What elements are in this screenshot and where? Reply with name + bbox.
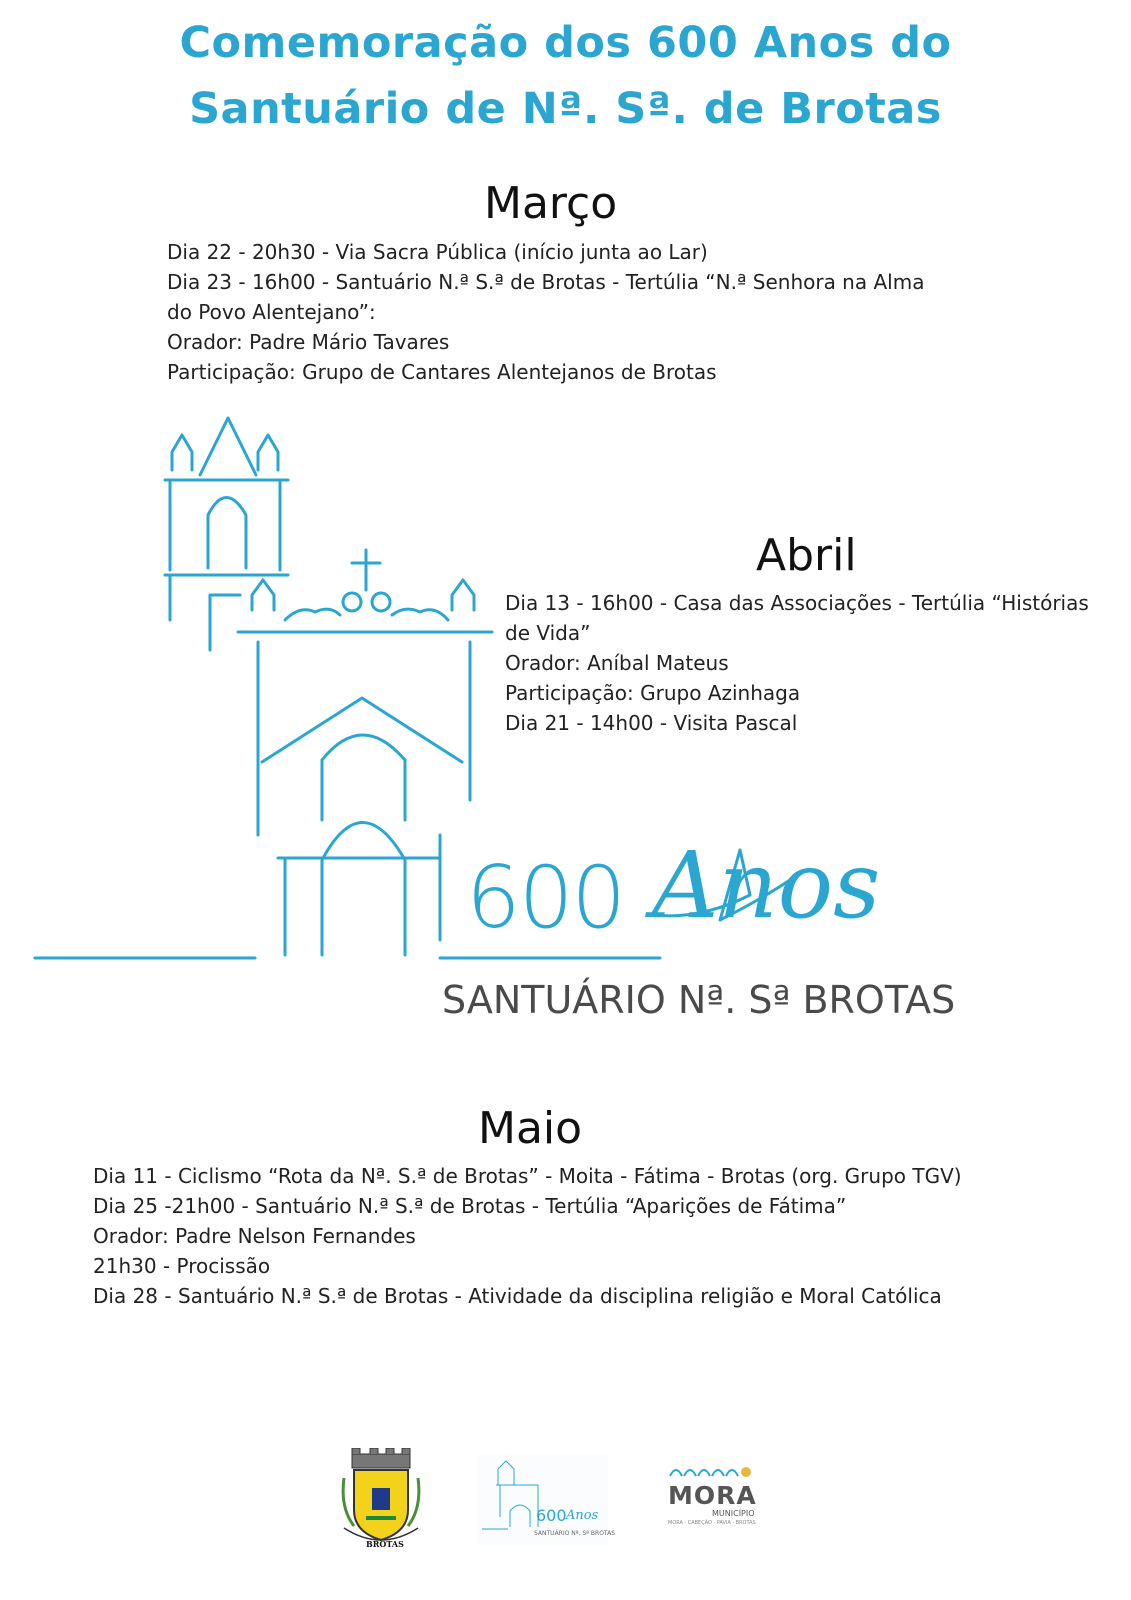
event-line: Dia 22 - 20h30 - Via Sacra Pública (início junta ao Lar) xyxy=(167,240,708,264)
brotas-label: BROTAS xyxy=(366,1539,404,1549)
mini-anos-word: Anos xyxy=(566,1508,599,1523)
marco-events xyxy=(167,237,924,387)
logo-anos-word: Anos xyxy=(652,832,881,939)
page-title-line-1: Comemoração dos 600 Anos do xyxy=(179,18,952,68)
abril-events xyxy=(505,588,1089,738)
event-line: Dia 25 -21h00 - Santuário N.ª S.ª de Brotas - Tertúlia “Aparições de Fátima” xyxy=(93,1194,847,1218)
mora-parishes-label: MORA · CABEÇÃO · PAVIA · BROTAS xyxy=(668,1520,756,1526)
maio-events xyxy=(93,1161,962,1311)
event-line: Participação: Grupo de Cantares Alentejanos de Brotas xyxy=(167,360,717,384)
page-title-line-2: Santuário de Nª. Sª. de Brotas xyxy=(189,84,942,134)
month-heading-maio: Maio xyxy=(478,1103,583,1154)
mini-600-number: 600 xyxy=(536,1506,567,1525)
event-line: Orador: Padre Mário Tavares xyxy=(167,330,450,354)
mora-waves-icon xyxy=(666,1460,756,1480)
event-line: de Vida” xyxy=(505,621,591,645)
event-line: Dia 13 - 16h00 - Casa das Associações - Tertúlia “Histórias xyxy=(505,591,1089,615)
mora-municipio-label: MUNICÍPIO xyxy=(712,1509,755,1518)
event-line: Dia 21 - 14h00 - Visita Pascal xyxy=(505,711,798,735)
event-line: Dia 23 - 16h00 - Santuário N.ª S.ª de Brotas - Tertúlia “N.ª Senhora na Alma xyxy=(167,270,925,294)
event-line: Orador: Aníbal Mateus xyxy=(505,651,729,675)
event-line: Orador: Padre Nelson Fernandes xyxy=(93,1224,416,1248)
event-line: 21h30 - Procissão xyxy=(93,1254,271,1278)
logo-600-number: 600 xyxy=(466,848,625,948)
event-line: Dia 11 - Ciclismo “Rota da Nª. S.ª de Brotas” - Moita - Fátima - Brotas (org. Grupo TGV) xyxy=(93,1164,962,1188)
month-heading-abril: Abril xyxy=(756,530,857,581)
month-heading-marco: Março xyxy=(484,178,618,229)
mini-subtitle: SANTUÁRIO Nª. Sª BROTAS xyxy=(534,1530,616,1537)
logo-subtitle: SANTUÁRIO Nª. Sª BROTAS xyxy=(442,978,956,1022)
event-line: Participação: Grupo Azinhaga xyxy=(505,681,801,705)
mora-wordmark: MORA xyxy=(668,1481,757,1510)
event-line: do Povo Alentejano”: xyxy=(167,300,376,324)
event-line: Dia 28 - Santuário N.ª S.ª de Brotas - Atividade da disciplina religião e Moral Católica xyxy=(93,1284,942,1308)
